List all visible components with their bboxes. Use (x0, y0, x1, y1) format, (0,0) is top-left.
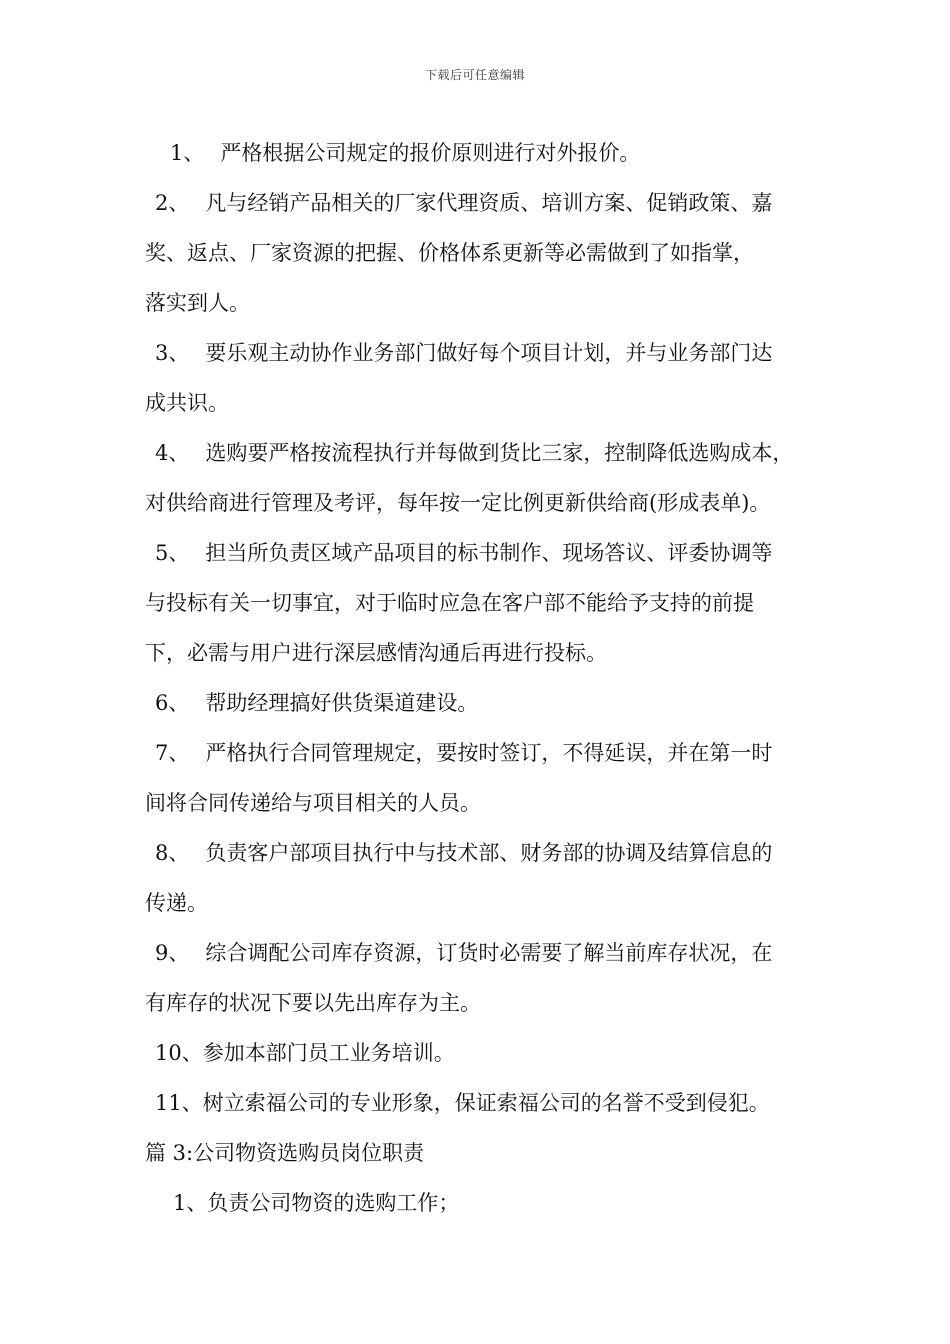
item-text: 要乐观主动协作业务部门做好每个项目计划，并与业务部门达 (205, 341, 773, 365)
list-item-section3-1: 1、负责公司物资的选购工作； (173, 1191, 460, 1215)
item-number: 1、 (170, 141, 205, 165)
list-item-11: 11、树立索福公司的专业形象，保证索福公司的名誉不受到侵犯。 (155, 1091, 770, 1115)
item-text: 综合调配公司库存资源，订货时必需要了解当前库存状况，在 (205, 941, 773, 965)
list-item-6 (145, 678, 825, 728)
list-item-8 (145, 828, 825, 878)
item-text: 严格执行合同管理规定，要按时签订，不得延误，并在第一时 (205, 741, 773, 765)
item-number: 9、 (155, 941, 190, 965)
page-header: 下载后可任意编辑 (424, 68, 525, 82)
item-text: 担当所负责区域产品项目的标书制作、现场答议、评委协调等 (205, 541, 773, 565)
continuation-line: 对供给商进行管理及考评，每年按一定比例更新供给商(形成表单)。 (145, 491, 771, 515)
list-item-1 (145, 128, 825, 178)
continuation-line: 与投标有关一切事宜，对于临时应急在客户部不能给予支持的前提 (145, 591, 754, 615)
item-number: 6、 (155, 691, 190, 715)
list-item-7 (145, 728, 825, 778)
item-number: 8、 (155, 841, 190, 865)
continuation-line: 落实到人。 (145, 291, 250, 315)
continuation-line: 下，必需与用户进行深层感情沟通后再进行投标。 (145, 641, 607, 665)
continuation-line: 奖、返点、厂家资源的把握、价格体系更新等必需做到了如指掌， (145, 241, 754, 265)
list-item-5 (145, 528, 825, 578)
document-body (145, 128, 825, 1228)
item-text: 负责客户部项目执行中与技术部、财务部的协调及结算信息的 (205, 841, 773, 865)
list-item-2 (145, 178, 825, 228)
continuation-line: 间将合同传递给与项目相关的人员。 (145, 791, 481, 815)
continuation-line: 传递。 (145, 891, 208, 915)
continuation-line: 成共识。 (145, 391, 229, 415)
item-number: 5、 (155, 541, 190, 565)
item-number: 4、 (155, 441, 190, 465)
list-item-10: 10、参加本部门员工业务培训。 (155, 1041, 455, 1065)
item-number: 3、 (155, 341, 190, 365)
item-text: 选购要严格按流程执行并每做到货比三家，控制降低选购成本， (205, 441, 794, 465)
item-text: 凡与经销产品相关的厂家代理资质、培训方案、促销政策、嘉 (205, 191, 773, 215)
item-number: 7、 (155, 741, 190, 765)
item-number: 2、 (155, 191, 190, 215)
section-heading: 篇 3:公司物资选购员岗位职责 (145, 1141, 425, 1165)
item-text: 严格根据公司规定的报价原则进行对外报价。 (220, 141, 641, 165)
continuation-line: 有库存的状况下要以先出库存为主。 (145, 991, 481, 1015)
item-text: 帮助经理搞好供货渠道建设。 (205, 691, 479, 715)
list-item-9 (145, 928, 825, 978)
list-item-4 (145, 428, 825, 478)
list-item-3 (145, 328, 825, 378)
